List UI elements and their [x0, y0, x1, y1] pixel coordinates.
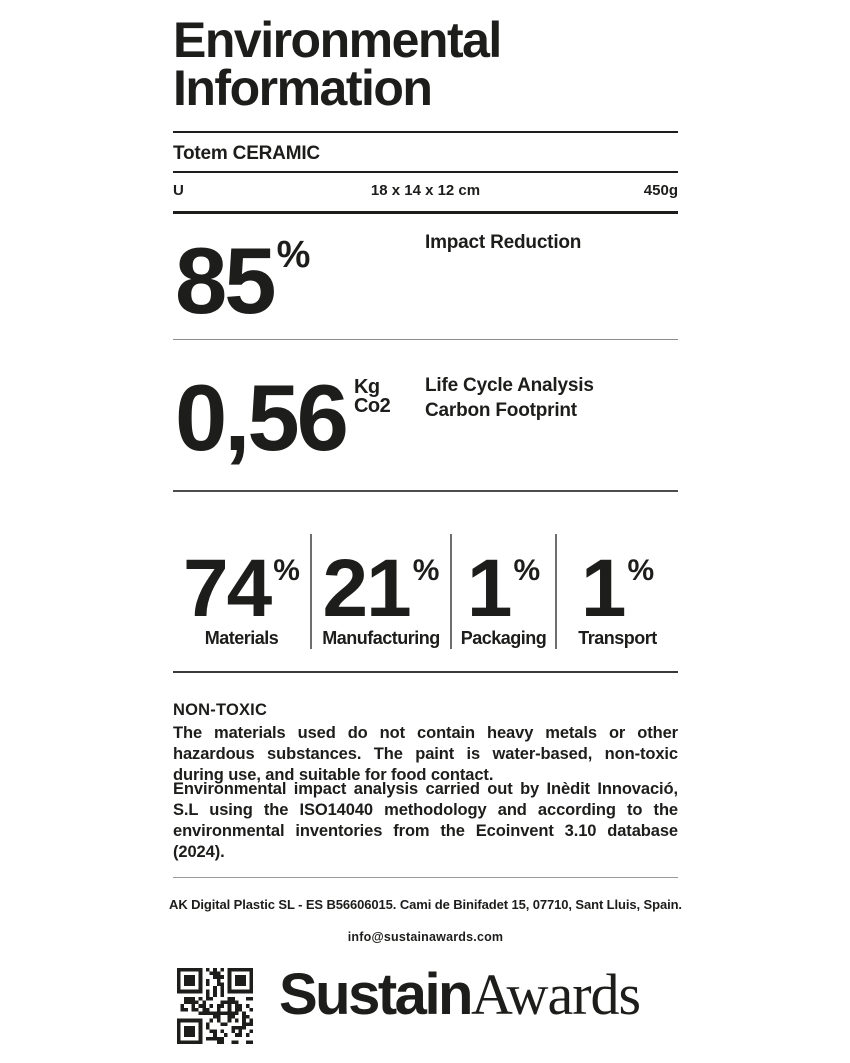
divider — [173, 339, 678, 340]
breakdown-label: Manufacturing — [322, 628, 440, 648]
page-title-line2: Information — [173, 60, 432, 116]
divider — [173, 131, 678, 133]
brand-logo-awards: Awards — [471, 962, 641, 1027]
breakdown-item-manufacturing — [312, 534, 452, 649]
breakdown-label: Transport — [578, 628, 657, 648]
product-unit: U — [173, 182, 184, 199]
percent-sign: % — [273, 554, 300, 587]
carbon-footprint-value — [175, 365, 391, 470]
percent-sign: % — [513, 554, 541, 587]
qr-code-icon — [177, 968, 253, 1044]
percent-sign: % — [627, 554, 655, 587]
company-address: AK Digital Plastic SL - ES B56606015. Cami de Binifadet 15, 07710, Sant Lluis, Spain. — [169, 897, 682, 912]
divider — [173, 877, 678, 878]
breakdown-label: Packaging — [460, 628, 547, 648]
product-name: Totem CERAMIC — [173, 143, 320, 164]
carbon-footprint-number: 0,56 — [175, 365, 346, 470]
breakdown-value: 1 % — [466, 543, 541, 634]
breakdown-value: 74 % — [183, 543, 300, 634]
impact-reduction-value — [175, 228, 311, 333]
nontoxic-paragraph: The materials used do not contain heavy metals or other hazardous substances. The paint is water-based, non-toxic during use, and suitable for food contact. — [173, 724, 678, 784]
breakdown-value: 21 % — [322, 543, 440, 634]
product-weight: 450g — [643, 182, 678, 199]
carbon-footprint-label: Life Cycle Analysis Carbon Footprint — [425, 375, 594, 421]
product-dimensions: 18 x 14 x 12 cm — [370, 182, 481, 199]
breakdown-value: 1 % — [580, 543, 655, 634]
impact-breakdown — [173, 534, 678, 649]
brand-logo-sustain: Sustain — [279, 962, 471, 1027]
page-title — [173, 12, 501, 116]
contact-email: info@sustainawards.com — [347, 930, 504, 944]
divider — [173, 671, 678, 673]
breakdown-item-transport — [557, 534, 678, 649]
label-content — [169, 0, 682, 1063]
breakdown-label: Materials — [204, 628, 279, 648]
page-title-line1: Environmental — [173, 12, 501, 68]
qr-code — [177, 968, 253, 1044]
breakdown-item-packaging — [452, 534, 557, 649]
carbon-footprint-units: Kg Co2 — [353, 376, 391, 417]
divider — [173, 490, 678, 492]
impact-reduction-number: 85 — [175, 228, 274, 333]
percent-sign: % — [276, 234, 311, 276]
product-specs — [173, 182, 678, 199]
percent-sign: % — [412, 554, 440, 587]
breakdown-item-materials — [173, 534, 312, 649]
brand-logo — [279, 962, 641, 1027]
methodology-paragraph: Environmental impact analysis carried out by Inèdit Innovació, S.L using the ISO14040 methodology and according to the environmental inventories from the Ecoinvent 3.10 database (2024). — [173, 780, 678, 861]
divider — [173, 171, 678, 173]
nontoxic-heading: NON-TOXIC — [173, 701, 268, 719]
divider — [173, 211, 678, 214]
impact-reduction-label: Impact Reduction — [425, 232, 582, 253]
